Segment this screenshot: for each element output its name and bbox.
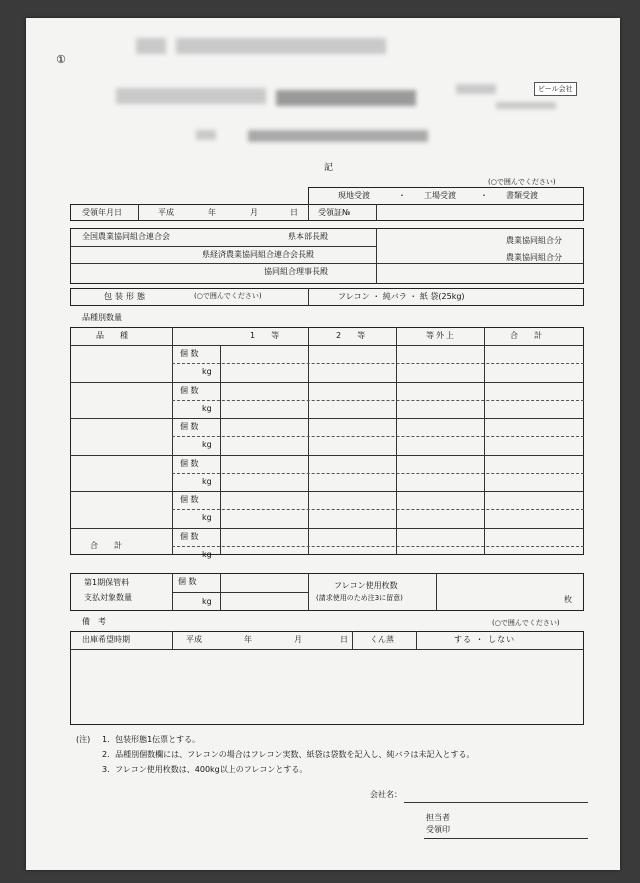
method-factory: 工場受渡 <box>424 191 456 200</box>
fumigation-options: する ・ しない <box>454 635 516 644</box>
person-in-charge-label: 担当者 <box>426 813 450 822</box>
method-dot: ・ <box>398 191 406 200</box>
remarks-circle-note: (○で囲んでください) <box>492 619 560 627</box>
note-3: 3．フレコン使用枚数は、400kg以上のフレコンとする。 <box>102 765 308 774</box>
redacted-text <box>456 84 496 94</box>
era-label: 平成 <box>158 208 174 217</box>
header-out-of-grade: 等外上 <box>426 331 456 340</box>
storage-unit-count: 個 数 <box>178 577 197 586</box>
quantity-table <box>70 327 584 555</box>
date-label: 受領年月日 <box>82 208 122 217</box>
fumigation-label: くん蒸 <box>370 635 394 644</box>
packaging-note: (○で囲んでください) <box>194 292 262 300</box>
unit-kg-label: kg <box>202 513 212 523</box>
storage-fee-label: 第1期保管料 <box>84 578 130 587</box>
note-1: 1．包装形態1伝票とする。 <box>102 735 201 744</box>
redacted-text <box>196 130 216 140</box>
storage-unit-kg: kg <box>202 597 212 606</box>
unit-kg-label: kg <box>202 440 212 450</box>
ki-label: 記 <box>324 163 334 173</box>
quantity-section-label: 品種別数量 <box>82 313 122 322</box>
form-paper <box>26 18 620 870</box>
ship-time-label: 出庫希望時期 <box>82 635 130 644</box>
unit-count-label: 個 数 <box>180 531 199 541</box>
unit-kg-label: kg <box>202 476 212 486</box>
total-row-label: 合 計 <box>90 541 122 550</box>
company-label: 会社名： <box>370 790 402 799</box>
address-prefecture-federation: 県経済農業協同組合連合会長殿 <box>202 250 314 259</box>
ship-month: 月 <box>294 635 302 644</box>
form-number: ① <box>56 53 66 66</box>
year-label: 年 <box>208 208 216 217</box>
redacted-text <box>116 88 266 104</box>
receipt-seal-label: 受領印 <box>426 825 450 834</box>
packaging-label: 包装形態 <box>104 292 148 301</box>
unit-count-label: 個 数 <box>180 495 199 504</box>
header-total: 合 計 <box>510 331 542 340</box>
redacted-text <box>248 130 428 142</box>
ship-year: 年 <box>244 635 252 644</box>
circle-note: (○で囲んでください) <box>488 178 556 186</box>
method-site: 現地受渡 <box>338 191 370 200</box>
redacted-text <box>496 102 556 109</box>
month-label: 月 <box>250 208 258 217</box>
address-prefecture-head: 県本部長殿 <box>288 232 328 241</box>
unit-count-label: 個 数 <box>180 458 199 468</box>
address-right-2: 農業協同組合分 <box>506 253 562 262</box>
cert-label: 受領証№ <box>318 208 351 217</box>
unit-count-label: 個 数 <box>180 349 199 358</box>
method-document: 書類受渡 <box>506 191 538 200</box>
flecon-label: フレコン使用枚数 <box>334 581 398 590</box>
address-cooperative: 協同組合理事長殿 <box>264 267 328 276</box>
unit-kg-label: kg <box>202 403 212 413</box>
remarks-label: 備 考 <box>82 617 106 626</box>
header-grade-2: 2 等 <box>336 331 366 340</box>
day-label: 日 <box>290 208 298 217</box>
redacted-text <box>176 38 386 54</box>
storage-box <box>70 573 584 611</box>
unit-count-label: 個 数 <box>180 422 199 431</box>
beer-company-tag: ビール会社 <box>534 82 577 96</box>
flecon-note: (請求使用のため注3に留意) <box>316 594 403 602</box>
unit-count-label: 個 数 <box>180 385 199 395</box>
header-variety: 品 種 <box>96 331 128 340</box>
address-right-1: 農業協同組合分 <box>506 236 562 245</box>
redacted-text <box>276 90 416 106</box>
header-grade-1: 1 等 <box>250 331 280 340</box>
redacted-text <box>136 38 166 54</box>
ship-era: 平成 <box>186 635 202 644</box>
packaging-options: フレコン ・ 純バラ ・ 紙 袋(25kg) <box>338 292 465 301</box>
notes-prefix: (注) <box>76 735 91 744</box>
storage-target-label: 支払対象数量 <box>84 593 132 602</box>
ship-day: 日 <box>340 635 348 644</box>
remarks-box <box>70 631 584 725</box>
address-national: 全国農業協同組合連合会 <box>82 232 170 241</box>
method-dot: ・ <box>480 191 488 200</box>
sheets-unit: 枚 <box>564 595 572 604</box>
note-2: 2．品種別個数欄には、フレコンの場合はフレコン実数、紙袋は袋数を記入し、純バラは未記入とする。 <box>102 750 475 759</box>
unit-kg-label: kg <box>202 549 212 559</box>
unit-kg-label: kg <box>202 367 212 377</box>
